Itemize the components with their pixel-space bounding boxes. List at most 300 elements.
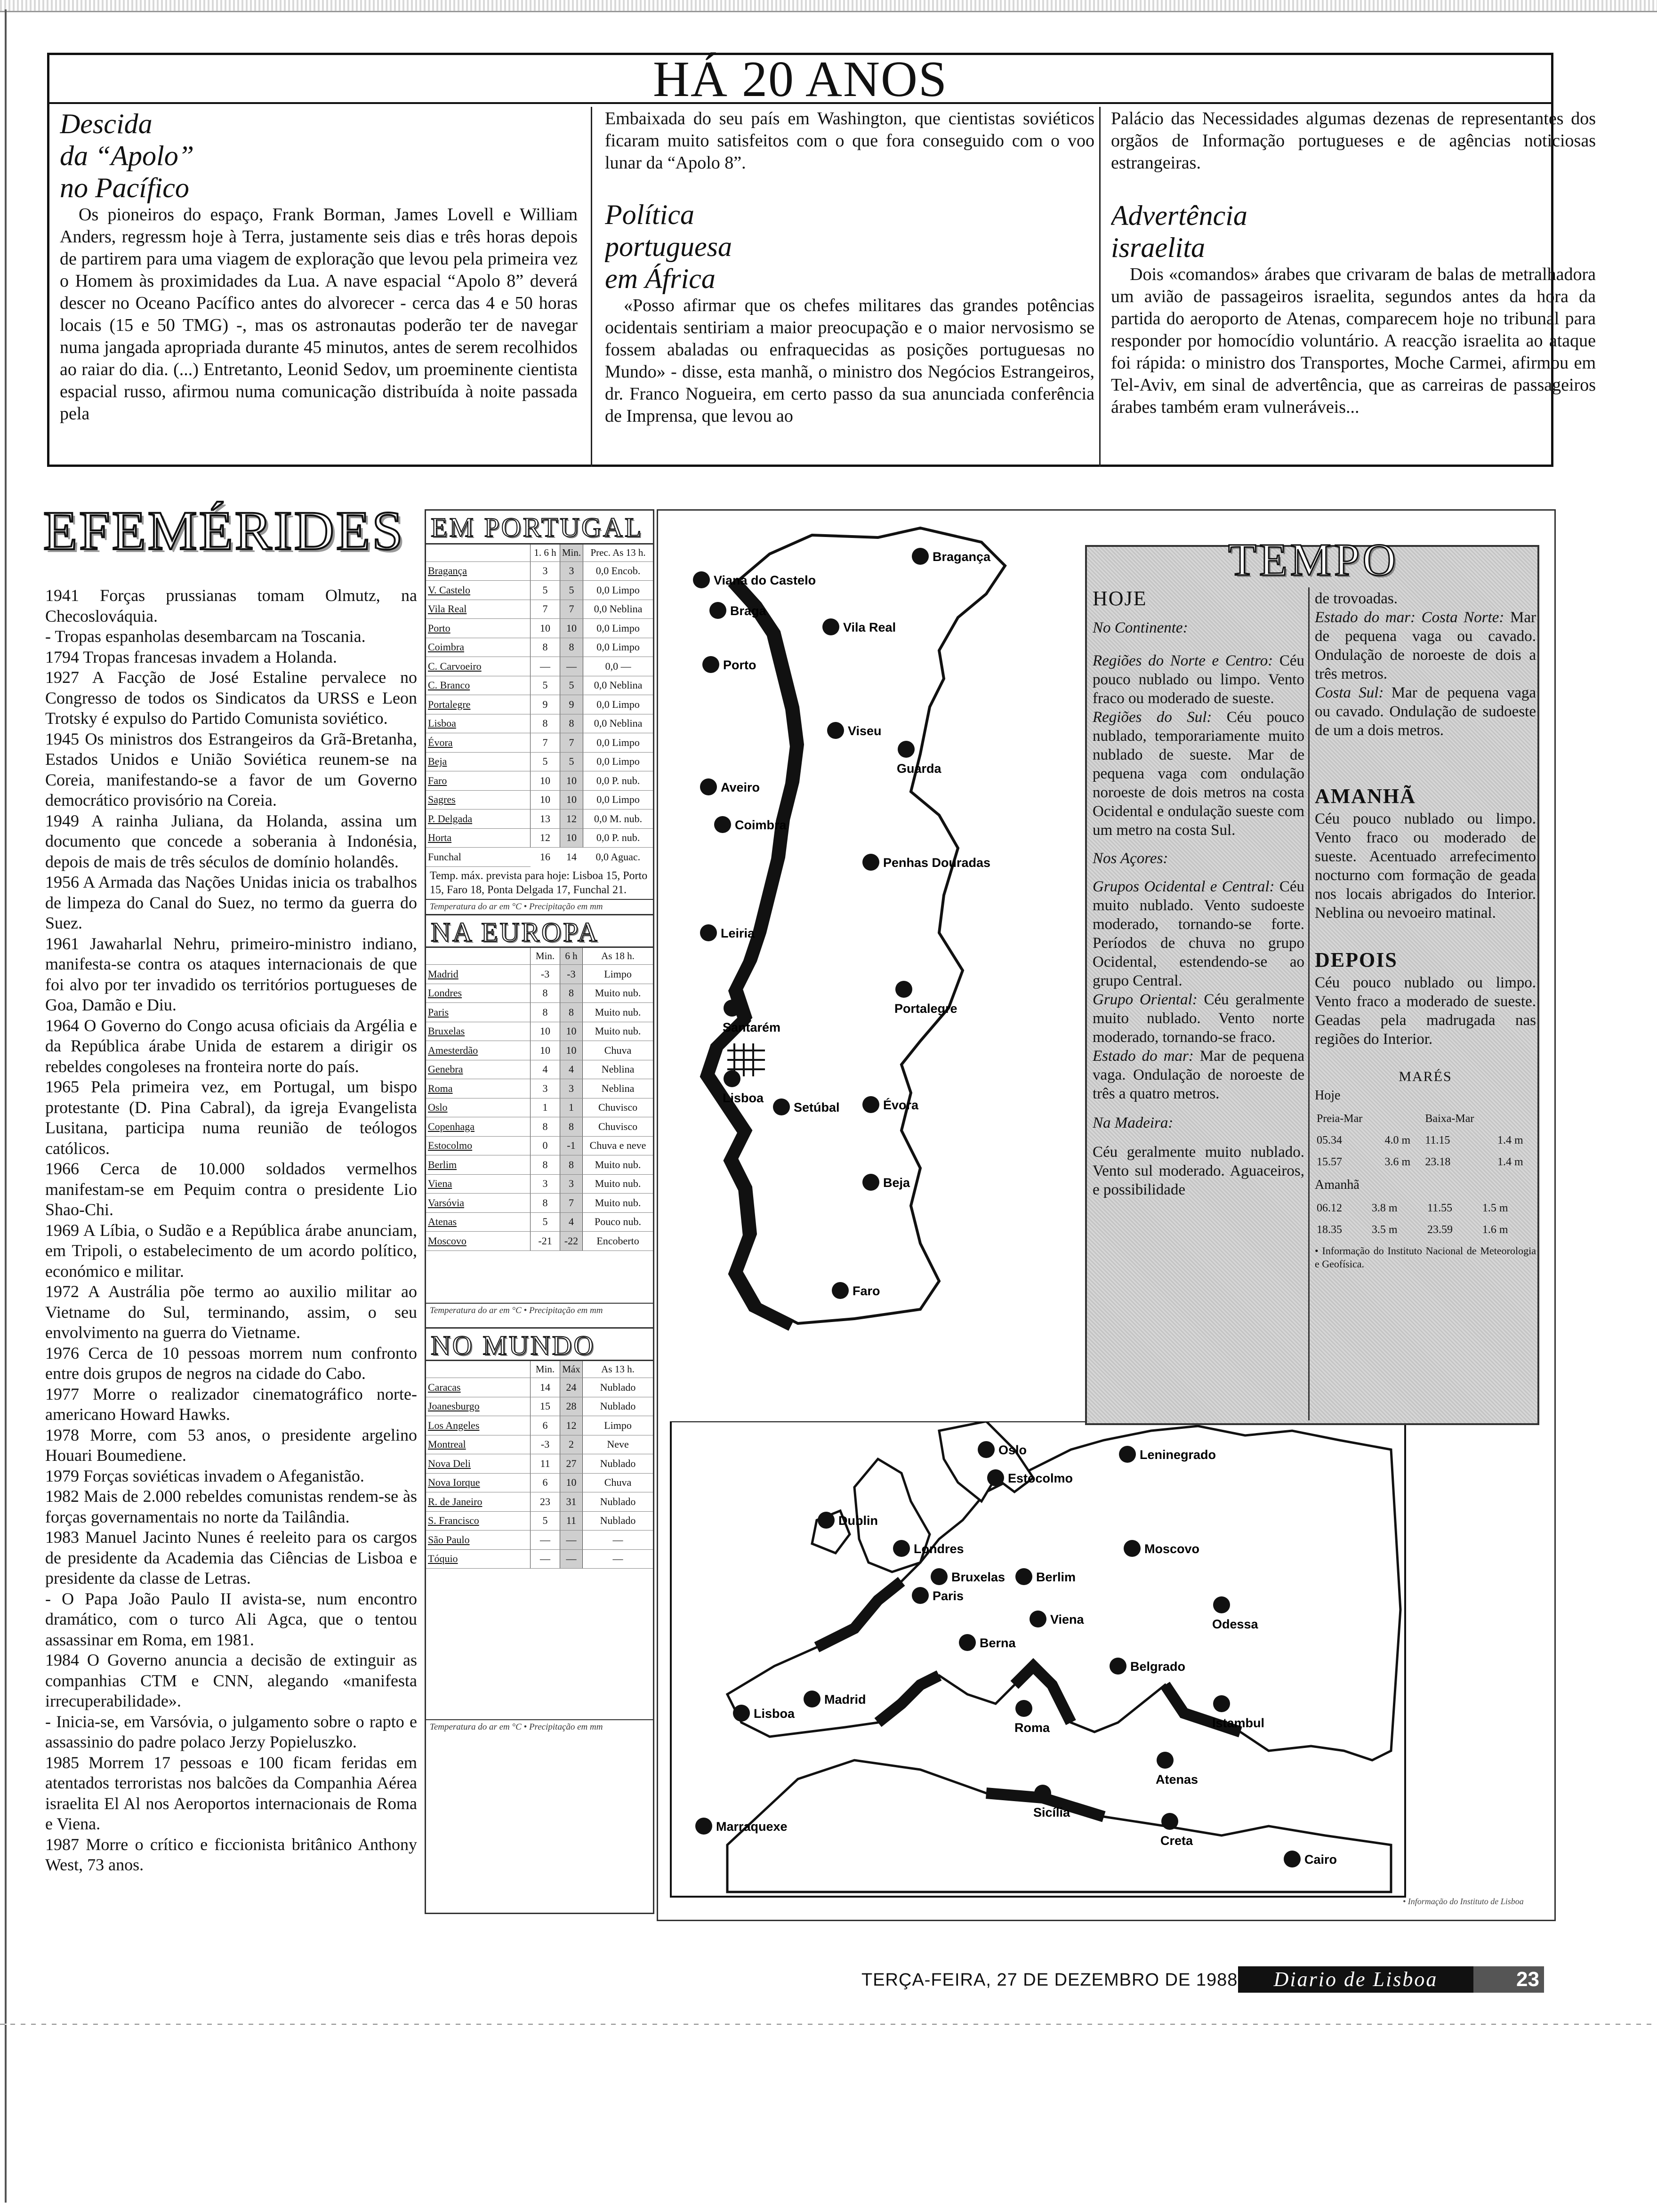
- table-cell: 8: [531, 1003, 560, 1022]
- article-body: Os pioneiros do espaço, Frank Borman, James Lovell e William Anders, regressm hoje à Terra, justamente seis dias e três horas depois de partirem para uma viagem de exploração que levou pela primeira vez o Homem às proximidades da Lua. A nave espacial “Apolo 8” deverá descer no Oceano Pacífico antes do alvorecer - cerca das 4 e 50 horas locais (15 e 50 TMG) -, mas os astronautas poderão ter de navegar numa jangada apropriada durante 45 minutos, antes de serem recolhidos ao raiar do dia. (...) Entretanto, Leonid Sedov, um proeminente cientista espacial russo, afirmou numa comunicação distribuída à noite passada pela: [60, 205, 578, 424]
- city-label: Dublin: [838, 1514, 878, 1528]
- city-label: Bruxelas: [951, 1570, 1005, 1584]
- table-cell: 5: [531, 1212, 560, 1232]
- list-item: 1945 Os ministros dos Estrangeiros da Grã-Bretanha, Estados Unidos e União Soviética reunem-se na Coreia, manifestando-se a favor de um Governo democrático provisório na Coreia.: [45, 729, 417, 809]
- portugal-map: [657, 509, 1080, 1436]
- table-cell: Faro: [426, 771, 531, 791]
- region-text: Mar de pequena vaga. Ondulação de noroeste de três a quatro metros.: [1093, 1048, 1304, 1102]
- table-cell: —: [531, 1531, 560, 1550]
- city-marker: [862, 1174, 879, 1191]
- city-label: Viseu: [848, 724, 882, 738]
- list-item: 1983 Manuel Jacinto Nunes é reeleito para os cargos de presidente da Academia das Ciências de Lisboa e presidente da classe de Letras.: [45, 1528, 417, 1587]
- table-cell: Tóquio: [426, 1549, 531, 1569]
- top-rule: [0, 0, 1657, 12]
- table-cell: 12: [560, 1416, 582, 1435]
- col-header: As 18 h.: [583, 948, 653, 965]
- table-cell: 0,0 Limpo: [583, 752, 653, 771]
- table-cell: Nova Deli: [426, 1454, 531, 1474]
- table-cell: Encoberto: [583, 1232, 653, 1251]
- table-cell: Montreal: [426, 1435, 531, 1454]
- forecast-paragraph: [1315, 608, 1536, 683]
- table-cell: Bragança: [426, 561, 531, 581]
- col-header: Min.: [560, 545, 583, 561]
- table-cell: Berlim: [426, 1155, 531, 1175]
- table-cell: 7: [531, 733, 560, 753]
- list-item: 1965 Pela primeira vez, em Portugal, um bispo protestante (D. Pina Cabral), da igreja Evangelista Lusitana, participa numa reunião de teólogos católicos.: [45, 1077, 417, 1158]
- ha-20-anos-box: [47, 51, 1596, 467]
- table-cell: Varsóvia: [426, 1194, 531, 1213]
- city-label: Estocolmo: [1008, 1471, 1073, 1485]
- spacer: [426, 1569, 653, 1719]
- table-cell: 1.5 m: [1482, 1202, 1508, 1214]
- table-body: [1315, 1130, 1536, 1173]
- col-header: Prec. As 13 h.: [583, 545, 653, 561]
- table-cell: Londres: [426, 984, 531, 1003]
- city-marker: [893, 1540, 910, 1557]
- list-item: 1941 Forças prussianas tomam Olmutz, na Checoslováquia.: [45, 586, 417, 625]
- mares-table-amanha: [1315, 1197, 1536, 1241]
- forecast-paragraph: Céu pouco nublado ou limpo. Vento fraco a moderado de sueste. Geadas pela madrugada nas regiões do Interior.: [1315, 974, 1536, 1048]
- mares-heading: MARÉS: [1399, 1069, 1452, 1084]
- city-marker: [1161, 1813, 1178, 1830]
- list-item: 1927 A Facção de José Estaline pervalece no Congresso de todos os Sindicatos da URSS e Leon Trotsky é expulso do Partido Comunista soviético.: [45, 668, 417, 728]
- table-row: [426, 1531, 653, 1550]
- table-cell: S. Francisco: [426, 1511, 531, 1531]
- table-header-row: [426, 1361, 653, 1378]
- spacer: [426, 1251, 653, 1303]
- city-marker: [1030, 1611, 1046, 1627]
- table-cell: Chuvisco: [583, 1117, 653, 1137]
- city-label: Coimbra: [735, 818, 787, 832]
- table-cell: Muito nub.: [583, 984, 653, 1003]
- list-item: 1979 Forças soviéticas invadem o Afeganistão.: [45, 1466, 364, 1485]
- table-cell: Caracas: [426, 1378, 531, 1397]
- city-label: Viena: [1050, 1612, 1084, 1627]
- tempo-box: [1085, 535, 1539, 1425]
- table-cell: 1.4 m: [1497, 1134, 1523, 1146]
- region-label: Costa Sul:: [1315, 684, 1384, 701]
- table-cell: Vila Real: [426, 600, 531, 619]
- col-header: [426, 545, 531, 561]
- headline-advertencia: [1111, 200, 1596, 264]
- city-marker: [1213, 1596, 1230, 1613]
- table-cell: Viena: [426, 1174, 531, 1194]
- table-cell: 1.6 m: [1482, 1224, 1508, 1236]
- city-label: Odessa: [1212, 1617, 1258, 1631]
- table-row: [426, 1378, 653, 1397]
- list-item: 1949 A rainha Juliana, da Holanda, assina um documento que concede a soberania à Indonésia, depois de mais de três séculos de domínio holandês.: [45, 811, 417, 871]
- table-cell: -21: [531, 1232, 560, 1251]
- table-mundo: [426, 1361, 653, 1569]
- table-footnote: Temperatura do ar em °C • Precipitação em mm: [426, 899, 653, 914]
- region-text: Mar de pequena vaga ou cavado. Ondulação de sudoeste de um a dois metros.: [1315, 684, 1536, 739]
- forecast-paragraph: [1093, 990, 1304, 1047]
- mares-hoje-label: Hoje: [1315, 1088, 1341, 1103]
- table-row: [426, 752, 653, 771]
- table-cell: Nublado: [583, 1378, 653, 1397]
- list-item: 1976 Cerca de 10 pessoas morrem num confronto entre dois grupos de negros na cidade do Cabo.: [45, 1343, 417, 1383]
- table-body: [426, 1378, 653, 1569]
- forecast-paragraph: [1315, 683, 1536, 740]
- forecast-paragraph: [1093, 877, 1304, 990]
- table-cell: 3.5 m: [1371, 1224, 1398, 1236]
- table-cell: -1: [560, 1136, 582, 1155]
- table-cell: Muito nub.: [583, 1194, 653, 1213]
- city-label: Lisboa: [723, 1091, 764, 1105]
- table-cell: 11: [531, 1454, 560, 1474]
- table-row: [426, 714, 653, 733]
- table-cell: Amesterdão: [426, 1041, 531, 1060]
- forecast-paragraph: Céu geralmente muito nublado. Vento sul moderado. Aguaceiros, e possibilidade: [1093, 1144, 1304, 1198]
- city-marker: [804, 1691, 820, 1707]
- forecast-note: Temp. máx. prevista para hoje: Lisboa 15, Porto 15, Faro 18, Ponta Delgada 17, Funchal 21.: [430, 869, 648, 896]
- list-item: 1966 Cerca de 10.000 soldados vermelhos manifestam-se em Pequim contra o presidente Lio Shao-Chi.: [45, 1159, 417, 1219]
- table-cell: 7: [560, 733, 583, 753]
- table-cell: 15: [531, 1397, 560, 1416]
- table-cell: 7: [531, 600, 560, 619]
- table-row: [426, 1397, 653, 1416]
- table-row: [426, 1136, 653, 1155]
- region-text: Céu pouco nublado, temporariamente muito nublado de sueste. Mar de pequena vaga com ondulação noroeste de dois metros na costa Ocidental e ondulação sueste com um metro na costa Sul.: [1093, 709, 1304, 839]
- list-item: 1961 Jawaharlal Nehru, primeiro-ministro indiano, manifesta-se contra os ataques internacionais de que foi alvo por ter invadido os territórios portugueses de Goa, Damão e Diu.: [45, 934, 417, 1014]
- city-marker: [1213, 1695, 1230, 1712]
- table-row: [426, 657, 653, 676]
- mares-table-hoje: [1315, 1108, 1536, 1173]
- table-row: [426, 771, 653, 791]
- city-label: Santarém: [723, 1020, 781, 1034]
- forecast-paragraph: [1093, 708, 1304, 840]
- city-marker: [931, 1568, 948, 1585]
- table-cell: 0,0 Neblina: [583, 676, 653, 695]
- table-cell: 3: [531, 1174, 560, 1194]
- table-cell: 3: [531, 1079, 560, 1098]
- city-label: Sicília: [1033, 1805, 1070, 1819]
- table-cell: Horta: [426, 828, 531, 848]
- city-label: Londres: [914, 1542, 964, 1556]
- article-politica: [605, 108, 1094, 465]
- table-cell: -3: [531, 965, 560, 984]
- region-label: Estado do mar: Costa Norte:: [1315, 609, 1504, 626]
- table-cell: 0,0 Limpo: [583, 733, 653, 753]
- table-row: [426, 1492, 653, 1512]
- spacer: [1093, 637, 1304, 651]
- table-cell: 5: [531, 752, 560, 771]
- city-marker: [714, 816, 731, 833]
- col-header: As 13 h.: [583, 1361, 653, 1378]
- forecast-paragraph: [1093, 651, 1304, 708]
- table-cell: —: [560, 657, 583, 676]
- table-row: [426, 1079, 653, 1098]
- acores-label: Nos Açores:: [1093, 850, 1168, 867]
- table-cell: 5: [560, 581, 583, 600]
- list-item: 1984 O Governo anuncia a decisão de extinguir as companhias CTM e CNN, alegando «manifesta irrecuperabilidade».: [45, 1651, 417, 1710]
- list-item: 1969 A Líbia, o Sudão e a República árabe anunciam, em Tripoli, o estabelecimento de um acordo político, económico e militar.: [45, 1220, 417, 1281]
- table-cell: 10: [560, 828, 583, 848]
- table-cell: Nublado: [583, 1511, 653, 1531]
- city-label: Belgrado: [1130, 1659, 1186, 1674]
- table-cell: Nublado: [583, 1397, 653, 1416]
- table-row: [426, 695, 653, 714]
- table-cell: 28: [560, 1397, 582, 1416]
- city-marker: [862, 854, 879, 871]
- col-header: Baixa-Mar: [1425, 1113, 1474, 1125]
- table-cell: 5: [560, 676, 583, 695]
- table-row: [1315, 1151, 1536, 1173]
- table-cell: Muito nub.: [583, 1003, 653, 1022]
- table-cell: 11.55: [1427, 1202, 1453, 1214]
- region-label: Grupo Oriental:: [1093, 991, 1198, 1008]
- table-body: [426, 561, 653, 848]
- table-cell: 3: [560, 1079, 582, 1098]
- table-cell: P. Delgada: [426, 809, 531, 829]
- table-cell: 0,0 —: [583, 657, 653, 676]
- table-cell: Oslo: [426, 1098, 531, 1117]
- col-header: [1496, 1108, 1536, 1130]
- col-header: [426, 1361, 531, 1378]
- city-label: Leiria: [721, 926, 755, 940]
- city-label: Guarda: [897, 761, 941, 776]
- table-cell: Madrid: [426, 965, 531, 984]
- headline-line: em África: [605, 263, 716, 294]
- region-text: Céu pouco nublado ou limpo. Vento fraco ou moderado de sueste.: [1093, 652, 1304, 707]
- city-marker: [1110, 1658, 1126, 1675]
- table-cell: Coimbra: [426, 638, 531, 657]
- city-label: Bragança: [933, 550, 991, 564]
- table-cell: 14: [566, 851, 577, 863]
- table-row: [1315, 1197, 1536, 1219]
- city-label: Atenas: [1156, 1772, 1199, 1787]
- list-item: 1987 Morre o crítico e ficcionista britânico Anthony West, 73 anos.: [45, 1835, 417, 1874]
- headline-line: Descida: [60, 108, 153, 139]
- city-label: Aveiro: [721, 780, 760, 794]
- page-footer: [861, 1966, 1558, 1996]
- table-cell: 10: [531, 771, 560, 791]
- table-row: [426, 600, 653, 619]
- table-cell: 06.12: [1317, 1202, 1342, 1214]
- table-cell: 8: [531, 714, 560, 733]
- table-cell: 10: [531, 1041, 560, 1060]
- table-row: [1315, 1219, 1536, 1241]
- table-cell: 2: [560, 1435, 582, 1454]
- table-cell: 23.59: [1427, 1224, 1453, 1236]
- page-number: 23: [1473, 1966, 1544, 1993]
- headline-apolo: [60, 108, 578, 204]
- map-credit: • Informação do Instituto de Lisboa: [1403, 1897, 1524, 1906]
- table-row: [426, 828, 653, 848]
- table-cell: Évora: [426, 733, 531, 753]
- city-marker: [912, 548, 929, 565]
- table-cell: 4: [531, 1060, 560, 1079]
- headline-line: israelita: [1111, 232, 1206, 263]
- city-marker: [702, 656, 719, 673]
- table-cell: Neblina: [583, 1079, 653, 1098]
- table-row: [426, 1117, 653, 1137]
- table-cell: 12: [531, 828, 560, 848]
- article-body: Dois «comandos» árabes que crivaram de balas de metralhadora um avião de passageiros israelita, segundos antes da hora da partida do aeroporto de Atenas, comparecem hoje no tribunal para responder por homocídio voluntário. A reacção israelita ao ataque foi rápida: o ministro dos Transportes, Moche Carmei, afirmou em Tel-Aviv, em sinal de advertência, que as carreiras de passageiros árabes também eram vulneráveis...: [1111, 264, 1596, 417]
- headline-line: Política: [605, 199, 694, 230]
- continente-label: No Continente:: [1093, 619, 1188, 636]
- city-label: Creta: [1160, 1834, 1193, 1848]
- table-cell: 10: [560, 771, 583, 791]
- section-title: HÁ 20 ANOS: [49, 55, 1551, 104]
- table-cell: Chuva e neve: [583, 1136, 653, 1155]
- table-cell: 0,0 P. nub.: [583, 828, 653, 848]
- article-advertencia: [1111, 108, 1596, 465]
- table-row: [426, 638, 653, 657]
- col-header: Preia-Mar: [1317, 1113, 1363, 1125]
- headline-line: Advertência: [1111, 200, 1247, 231]
- list-item: 1794 Tropas francesas invadem a Holanda.: [45, 647, 337, 666]
- table-row: [426, 1473, 653, 1492]
- table-cell: 8: [560, 714, 583, 733]
- table-cell: Muito nub.: [583, 1022, 653, 1041]
- tempo-title: TEMPO: [1228, 535, 1399, 585]
- table-cell: -3: [560, 965, 582, 984]
- city-label: Moscovo: [1144, 1542, 1200, 1556]
- table-row: [426, 1174, 653, 1194]
- table-cell: Muito nub.: [583, 1174, 653, 1194]
- table-cell: 24: [560, 1378, 582, 1397]
- tempo-col-2: [1315, 589, 1536, 1418]
- region-label: Grupos Ocidental e Central:: [1093, 878, 1275, 895]
- city-marker: [862, 1096, 879, 1113]
- table-cell: Beja: [426, 752, 531, 771]
- table-cell: 1: [560, 1098, 582, 1117]
- table-row: [426, 1232, 653, 1251]
- col-header: [1383, 1108, 1423, 1130]
- city-label: Porto: [723, 658, 756, 672]
- city-label: Paris: [933, 1589, 964, 1603]
- article-body-continued: Embaixada do seu país em Washington, que cientistas soviéticos ficaram muito satisfeitos com o que fora conseguido com o voo lunar da “Apolo 8”.: [605, 109, 1094, 173]
- city-label: Berlim: [1036, 1570, 1076, 1584]
- city-marker: [827, 722, 844, 739]
- table-row: [426, 561, 653, 581]
- table-cell: —: [531, 1549, 560, 1569]
- region-label: Regiões do Norte e Centro:: [1093, 652, 1273, 669]
- city-label: Berna: [980, 1636, 1016, 1650]
- table-cell: 8: [560, 984, 582, 1003]
- table-row: [426, 790, 653, 809]
- table-cell: Chuva: [583, 1473, 653, 1492]
- col-header: [426, 948, 531, 965]
- table-header-row: [426, 948, 653, 965]
- forecast-paragraph: [1093, 1047, 1304, 1103]
- table-cell: 0,0 M. nub.: [583, 809, 653, 829]
- city-marker: [773, 1098, 790, 1115]
- table-cell: Porto: [426, 619, 531, 638]
- table-footnote: Temperatura do ar em °C • Precipitação em mm: [426, 1719, 653, 1734]
- table-cell: Genebra: [426, 1060, 531, 1079]
- city-marker: [700, 924, 717, 941]
- list-item: 1977 Morre o realizador cinematográfico norte-americano Howard Hawks.: [45, 1384, 417, 1424]
- amanha-heading: AMANHÃ: [1315, 785, 1416, 808]
- tempo-credit: • Informação do Instituto Nacional de Meteorologia e Geofísica.: [1315, 1245, 1536, 1270]
- col-header: 6 h: [560, 948, 582, 965]
- list-item: - Tropas espanholas desembarcam na Toscania.: [45, 627, 366, 646]
- table-cell: 6: [531, 1473, 560, 1492]
- column-divider: [591, 107, 592, 467]
- city-marker: [912, 1587, 929, 1604]
- list-item: 1956 A Armada das Nações Unidas inicia os trabalhos de limpeza do Canal do Suez, no termo da guerra do Suez.: [45, 873, 417, 932]
- region-label: Estado do mar:: [1093, 1048, 1194, 1065]
- table-footnote: Temperatura do ar em °C • Precipitação em mm: [426, 1303, 653, 1318]
- city-label: Lisboa: [754, 1707, 795, 1721]
- table-cell: Chuva: [583, 1041, 653, 1060]
- table-cell: Joanesburgo: [426, 1397, 531, 1416]
- table-cell: Portalegre: [426, 695, 531, 714]
- table-cell: —: [583, 1549, 653, 1569]
- city-label: Roma: [1014, 1721, 1050, 1735]
- headline-line: portuguesa: [605, 231, 732, 262]
- table-cell: 3: [560, 1174, 582, 1194]
- city-marker: [822, 618, 839, 635]
- city-marker: [978, 1441, 995, 1458]
- table-cell: 05.34: [1317, 1134, 1342, 1146]
- table-cell: 8: [560, 1155, 582, 1175]
- city-marker: [832, 1282, 849, 1299]
- table-cell: 13: [531, 809, 560, 829]
- table-cell: 0,0 Limpo: [583, 695, 653, 714]
- table-row: [1315, 1130, 1536, 1151]
- forecast-paragraph: de trovoadas.: [1315, 590, 1398, 607]
- newspaper-logo: Diario de Lisboa: [1238, 1966, 1473, 1993]
- city-marker: [724, 1070, 740, 1087]
- table-cell: 5: [531, 581, 560, 600]
- table-cell: Chuvisco: [583, 1098, 653, 1117]
- table-cell: 10: [560, 1041, 582, 1060]
- city-marker: [724, 1000, 740, 1017]
- table-cell: 5: [560, 752, 583, 771]
- table-cell: 10: [531, 790, 560, 809]
- city-marker: [1119, 1446, 1136, 1463]
- table-cell: 3.6 m: [1384, 1156, 1411, 1168]
- col-header: 1. 6 h: [531, 545, 560, 561]
- table-cell: C. Carvoeiro: [426, 657, 531, 676]
- city-label: Évora: [883, 1098, 919, 1112]
- city-marker: [695, 1818, 712, 1835]
- table-cell: 5: [531, 676, 560, 695]
- city-marker: [959, 1634, 976, 1651]
- table-cell: 8: [531, 984, 560, 1003]
- table-cell: —: [531, 657, 560, 676]
- table-cell: 0,0 Limpo: [583, 581, 653, 600]
- table-cell: 1: [531, 1098, 560, 1117]
- column-divider: [1099, 107, 1101, 467]
- city-marker: [818, 1512, 835, 1529]
- table-cell: Nova Iorque: [426, 1473, 531, 1492]
- table-cell: 10: [560, 1022, 582, 1041]
- city-label: Braga: [730, 604, 766, 618]
- city-label: Oslo: [998, 1443, 1027, 1457]
- list-item: 1972 A Austrália põe termo ao auxilio militar ao Vietname do Sul, terminando, assim, o seu envolvimento na guerra do Vietname.: [45, 1282, 417, 1342]
- col-header: Máx: [560, 1361, 582, 1378]
- table-cell: 11.15: [1425, 1134, 1450, 1146]
- city-label: Istambul: [1212, 1716, 1265, 1730]
- city-marker: [1284, 1851, 1301, 1867]
- table-row: [426, 1549, 653, 1569]
- table-cell: São Paulo: [426, 1531, 531, 1550]
- table-cell: 1.4 m: [1497, 1156, 1523, 1168]
- tempo-col-1: [1093, 589, 1304, 1418]
- article-body: «Posso afirmar que os chefes militares das grandes potências ocidentais sentiriam a maior preocupação e o maior nervosismo se fossem abaladas ou enfraquecidas as posições portuguesas no Mundo» - disse, esta manhã, o ministro dos Negócios Estrangeiros, dr. Franco Nogueira, em certo passo da sua anunciada conferência de Imprensa, que levou ao: [605, 296, 1094, 426]
- table-cell: Bruxelas: [426, 1022, 531, 1041]
- table-cell: 14: [531, 1378, 560, 1397]
- table-cell: 10: [531, 1022, 560, 1041]
- table-cell: 0,0 Neblina: [583, 714, 653, 733]
- city-label: Faro: [853, 1284, 880, 1298]
- table-title-europa: NA EUROPA: [426, 914, 653, 948]
- region-text: Céu geralmente muito nublado. Vento norte moderado, tornando-se fraco.: [1093, 991, 1304, 1046]
